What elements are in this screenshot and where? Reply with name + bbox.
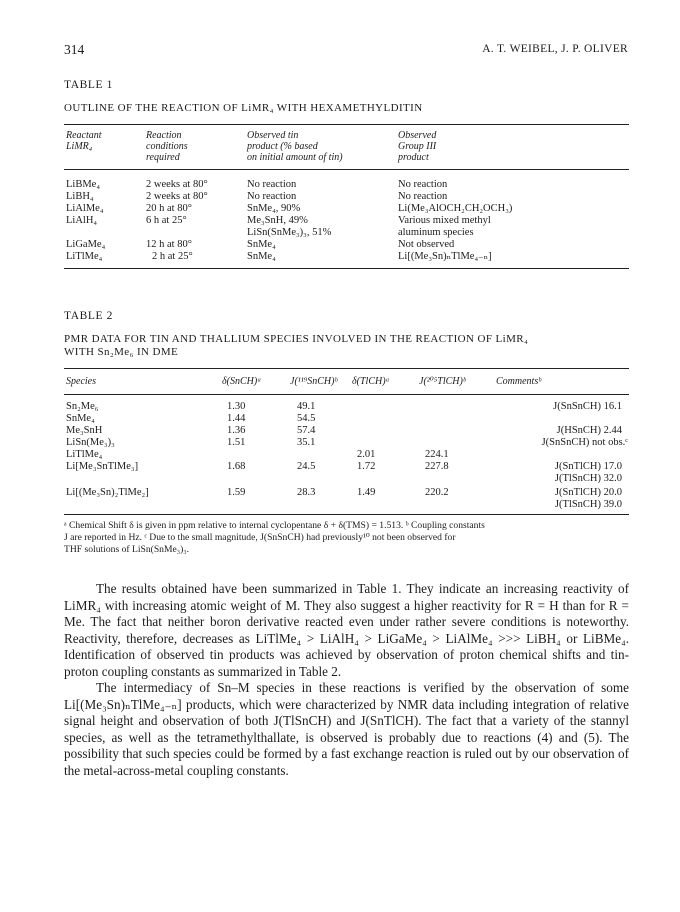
table1-row-6-reactant: LiGaMe₄: [66, 239, 106, 250]
table2-row-7-species: Li[(Me₃Sn)₂TlMe₂]: [66, 487, 149, 498]
table1-row-2-group3: No reaction: [398, 191, 448, 202]
table2-title: PMR DATA FOR TIN AND THALLIUM SPECIES INVOLVED IN THE REACTION OF LiMR₄ WITH Sn₂Me₆ IN DME: [64, 333, 529, 358]
table1-row-4-tin: Me₃SnH, 49%: [247, 215, 308, 226]
table1-row-6-conditions: 12 h at 80°: [146, 239, 192, 250]
table2-row-2-delta-sn: 1.44: [227, 413, 246, 424]
table2-row-2-j-sn: 54.5: [297, 413, 316, 424]
table2-row-3-j-sn: 57.4: [297, 425, 316, 436]
table2-row-7-j-tl: 220.2: [425, 487, 449, 498]
table1-row-3-tin: SnMe₄, 90%: [247, 203, 301, 214]
table1-row-2-tin: No reaction: [247, 191, 297, 202]
table1-row-4-group3: Various mixed methyl: [398, 215, 491, 226]
table2-row-6-j-tl: 227.8: [425, 461, 449, 472]
table2-row-7-j-sn: 28.3: [297, 487, 316, 498]
running-head: [64, 42, 628, 60]
body-paragraph-1: The results obtained have been summarized in Table 1. They indicate an increasing reactivity of LiMR₄ with increasing atomic weight of M. They also suggest a higher reactivity for R = H than for R = Me. The fact that neither boron derivative reacted even under rather severe conditions is noteworthy. Reactivity, therefore, decreases as LiTlMe₄ > LiAlH₄ > LiGaMe₄ > LiAlMe₄ >>> LiBH₄ or LiBMe₄. Identification of observed tin products was achieved by observation of proton chemical shifts and tin-proton coupling constants as summarized in Table 2.: [64, 581, 629, 679]
table2-row-5-j-tl: 224.1: [425, 449, 449, 460]
table1-row-1-conditions: 2 weeks at 80°: [146, 179, 208, 190]
table1-row-1-tin: No reaction: [247, 179, 297, 190]
table2-label: TABLE 2: [64, 310, 113, 322]
table1-row-2-conditions: 2 weeks at 80°: [146, 191, 208, 202]
table1-row-7-tin: SnMe₄: [247, 251, 276, 262]
table1-row-3-conditions: 20 h at 80°: [146, 203, 192, 214]
table2-row-5-species: LiTlMe₄: [66, 449, 103, 460]
table2-row-1-comment-1: J(SnSnCH) 16.1: [553, 401, 622, 412]
table1-col-conditions: Reaction conditions required: [146, 130, 188, 163]
table2-row-3-delta-sn: 1.36: [227, 425, 246, 436]
table1-label: TABLE 1: [64, 79, 113, 91]
table1-row-6-tin: SnMe₄: [247, 239, 276, 250]
table2-row-7-delta-sn: 1.59: [227, 487, 246, 498]
table2-row-4-delta-sn: 1.51: [227, 437, 246, 448]
table2-row-3-comment-1: J(HSnCH) 2.44: [556, 425, 622, 436]
table2-row-1-species: Sn₂Me₆: [66, 401, 99, 412]
table2-row-2-species: SnMe₄: [66, 413, 95, 424]
table2-row-7-comment-2: J(TlSnCH) 39.0: [554, 499, 622, 510]
table2-col-delta-sn: δ(SnCH)ᵃ: [222, 376, 262, 387]
table2-row-5-delta-tl: 2.01: [357, 449, 376, 460]
table2-footnote: ᵃ Chemical Shift δ is given in ppm relative to internal cyclopentane δ + δ(TMS) = 1.513. ᵇ Coupling constants J are reported in Hz. ᶜ Due to the small magnitude, J(SnSnCH) had previously¹⁰ not been observed for THF solutions of LiSn(SnMe₃)₃.: [64, 520, 485, 555]
table2-row-6-species: Li[Me₃SnTlMe₃]: [66, 461, 139, 472]
table1-row-5-group3: aluminum species: [398, 227, 474, 238]
body-text: [64, 581, 629, 779]
table1-row-7-group3: Li[(Me₃Sn)ₙTlMe₄₋ₙ]: [398, 251, 492, 262]
table1-title: OUTLINE OF THE REACTION OF LiMR₄ WITH HEXAMETHYLDITIN: [64, 102, 423, 114]
table1-bottom-rule: [64, 268, 629, 269]
table1-row-3-group3: Li(Me₃AlOCH₂CH₂OCH₃): [398, 203, 513, 214]
table2-row-3-species: Me₃SnH: [66, 425, 103, 436]
table2-col-delta-tl: δ(TlCH)ᵃ: [352, 376, 390, 387]
table2-row-6-j-sn: 24.5: [297, 461, 316, 472]
table2-top-rule: [64, 368, 629, 369]
table2-row-7-comment-1: J(SnTlCH) 20.0: [554, 487, 622, 498]
table1-row-1-reactant: LiBMe₄: [66, 179, 100, 190]
running-head-authors: A. T. WEIBEL, J. P. OLIVER: [482, 43, 628, 55]
table2-row-1-delta-sn: 1.30: [227, 401, 246, 412]
table1-row-7-conditions: 2 h at 25°: [152, 251, 193, 262]
body-paragraph-2: The intermediacy of Sn–M species in these reactions is verified by the observation of some Li[(Me₃Sn)ₙTlMe₄₋ₙ] products, which were characterized by NMR data including integration of relative signal height and observation of both J(TlSnCH) and J(SnTlCH). The fact that a variety of the stannyl species, as well as the tetramethylthallate, is observed is probably due to reactions (4) and (5). The possibility that such species could be formed by a fast exchange reaction is ruled out by our observation of the metal-across-metal coupling constants.: [64, 680, 629, 778]
table2-row-6-delta-tl: 1.72: [357, 461, 376, 472]
table1-col-tin-product: Observed tin product (% based on initial amount of tin): [247, 130, 343, 163]
table1-top-rule: [64, 124, 629, 125]
table2-row-1-j-sn: 49.1: [297, 401, 316, 412]
table2-col-species: Species: [66, 376, 96, 387]
table1-row-1-group3: No reaction: [398, 179, 448, 190]
table1-row-2-reactant: LiBH₄: [66, 191, 94, 202]
table1-row-4-reactant: LiAlH₄: [66, 215, 98, 226]
table1-row-3-reactant: LiAlMe₄: [66, 203, 104, 214]
table1-header-rule: [64, 169, 629, 170]
table2-row-6-comment-1: J(SnTlCH) 17.0: [554, 461, 622, 472]
table1-row-6-group3: Not observed: [398, 239, 455, 250]
table2-row-7-delta-tl: 1.49: [357, 487, 376, 498]
table1-col-reactant: Reactant LiMR₄: [66, 130, 102, 152]
table1-row-7-reactant: LiTlMe₄: [66, 251, 103, 262]
table2-bottom-rule: [64, 514, 629, 515]
table1-col-group3-product: Observed Group III product: [398, 130, 437, 163]
table2-row-4-comment-1: J(SnSnCH) not obs.ᶜ: [541, 437, 628, 448]
table2-row-4-species: LiSn(Me₃)₃: [66, 437, 115, 448]
table2-header-rule: [64, 394, 629, 395]
table2-col-comments: Commentsᵇ: [496, 376, 541, 387]
table1-row-4-conditions: 6 h at 25°: [146, 215, 187, 226]
table2-row-4-j-sn: 35.1: [297, 437, 316, 448]
table2-col-j-tl: J(²⁰⁵TlCH)ᵇ: [419, 376, 466, 387]
table1-row-5-tin: LiSn(SnMe₃)₃, 51%: [247, 227, 332, 238]
page-number: 314: [64, 42, 85, 57]
table2-row-6-comment-2: J(TlSnCH) 32.0: [554, 473, 622, 484]
table2-col-j-sn: J(¹¹⁹SnCH)ᵇ: [290, 376, 338, 387]
table2-row-6-delta-sn: 1.68: [227, 461, 246, 472]
